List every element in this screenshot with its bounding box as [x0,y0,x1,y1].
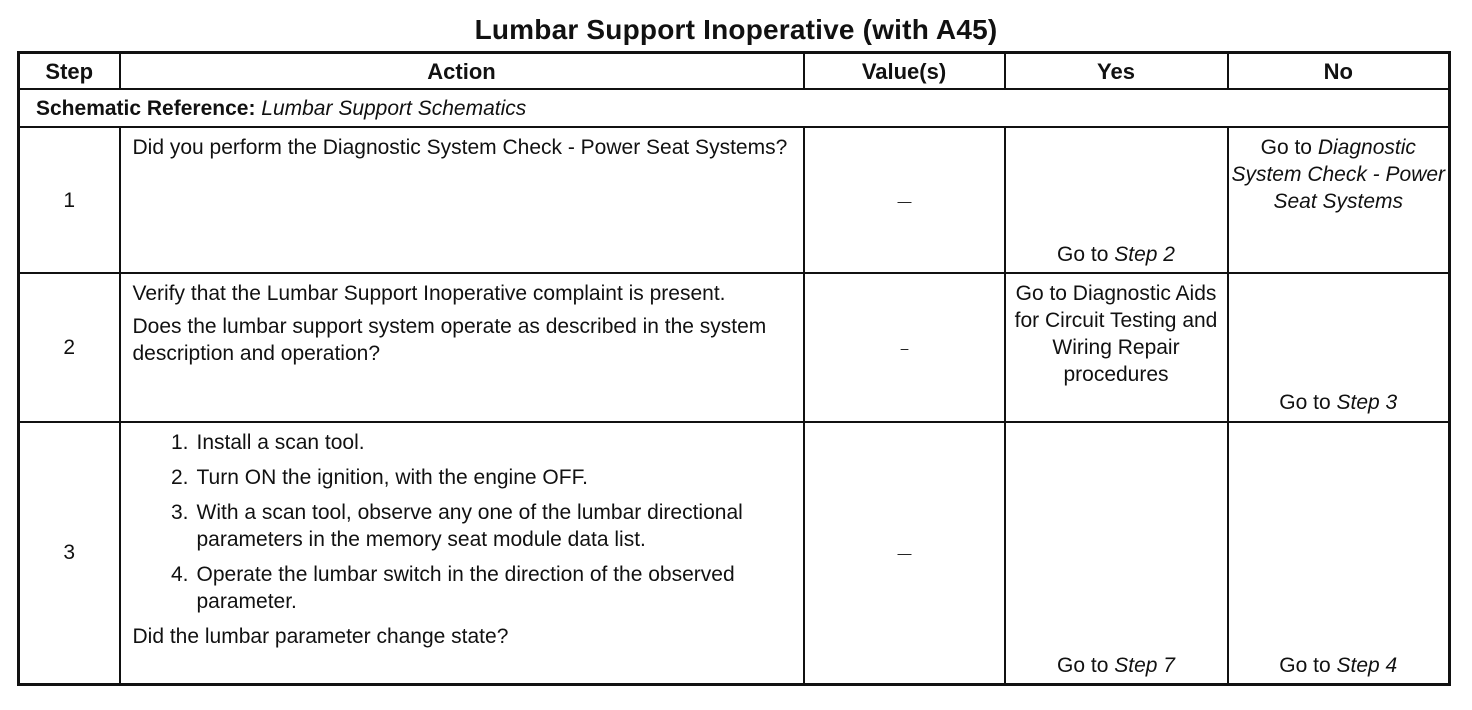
table-row [19,127,1450,273]
header-yes: Yes [1005,53,1228,90]
value-cell: — [804,127,1005,273]
schematic-reference-label: Schematic Reference: [36,96,256,120]
header-no: No [1228,53,1450,90]
yes-text: Go to Diagnostic Aids for Circuit Testing and Wiring Repair procedures [1014,282,1218,387]
header-values: Value(s) [804,53,1005,90]
list-item: 2. Turn ON the ignition, with the engine OFF. [170,465,588,489]
step-number: 3 [19,422,120,685]
no-step-link: Step 4 [1336,653,1398,677]
no-text: Go to Step 4 [1279,653,1398,677]
no-step-link: Step 3 [1336,391,1398,415]
list-item: 3. With a scan tool, observe any one of the lumbar directional parameters in the memory seat module data list. [170,500,743,551]
yes-text: Go to Step 7 [1057,653,1175,677]
header-action: Action [120,53,804,90]
list-item: 4. Operate the lumbar switch in the direction of the observed parameter. [170,562,735,613]
value-cell: — [804,422,1005,685]
action-cell [120,273,804,421]
diagnostic-table [17,51,1451,686]
action-question: Does the lumbar support system operate as described in the system description and operation? [132,315,767,366]
action-text: Verify that the Lumbar Support Inoperative complaint is present. [132,282,726,306]
yes-step-link: Step 7 [1114,653,1175,677]
no-cell [1228,273,1450,421]
yes-text: Go to Step 2 [1057,243,1175,267]
action-text: Did you perform the Diagnostic System Check - Power Seat Systems? [132,136,788,160]
yes-cell [1005,127,1228,273]
table-row [19,422,1450,685]
header-step: Step [19,53,120,90]
value-cell: – [804,273,1005,421]
no-cell [1228,127,1450,273]
table-row [19,273,1450,421]
no-text: Go to Step 3 [1279,391,1398,415]
yes-cell [1005,422,1228,685]
action-steps-list [133,429,793,615]
action-cell [120,127,804,273]
yes-step-link: Step 2 [1114,243,1175,267]
step-number: 2 [19,273,120,421]
schematic-reference-value: Lumbar Support Schematics [261,96,527,120]
action-question: Did the lumbar parameter change state? [132,624,509,648]
no-reference: Diagnostic System Check - Power Seat Systems [1231,136,1446,214]
list-item: 1. Install a scan tool. [170,430,365,454]
document-title: Lumbar Support Inoperative (with A45) [474,14,998,45]
action-cell [120,422,804,685]
schematic-reference-row [19,89,1450,127]
header-row [19,53,1450,90]
no-cell [1228,422,1450,685]
step-number: 1 [19,127,120,273]
no-text: Go to Diagnostic System Check - Power Seat Systems [1231,136,1446,214]
yes-cell [1005,273,1228,421]
schematic-reference [19,89,1450,127]
